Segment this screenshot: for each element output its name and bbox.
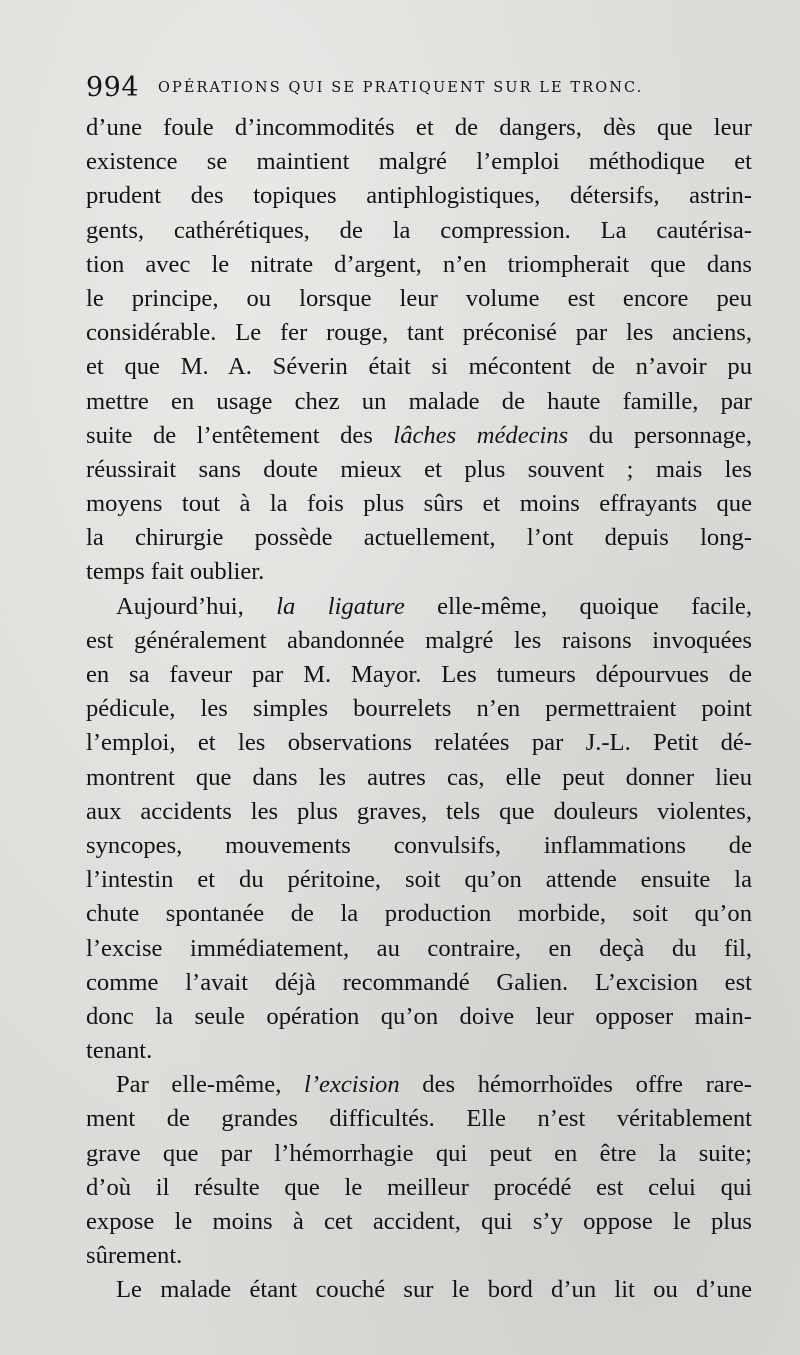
- running-head: OPÉRATIONS QUI SE PRATIQUENT SUR LE TRONC.: [158, 80, 644, 96]
- text-line: le principe, ou lorsque leur volume est encore peu: [86, 284, 752, 312]
- text-line: considérable. Le fer rouge, tant préconisé par les anciens,: [86, 319, 752, 347]
- text-line: donc la seule opération qu’on doive leur opposer main-: [86, 1002, 752, 1030]
- text-line: tion avec le nitrate d’argent, n’en triompherait que dans: [86, 250, 752, 278]
- text-line: tenant.: [86, 1037, 153, 1065]
- text-line: grave que par l’hémorrhagie qui peut en être la suite;: [86, 1139, 752, 1167]
- paragraph: [86, 590, 752, 1069]
- text-line: sûrement.: [86, 1242, 183, 1270]
- text-line: en sa faveur par M. Mayor. Les tumeurs dépourvues de: [86, 661, 752, 688]
- text-line: ment de grandes difficultés. Elle n’est véritablement: [86, 1105, 752, 1133]
- paragraph: [86, 1068, 752, 1273]
- text-line: Le malade étant couché sur le bord d’un lit ou d’une: [116, 1276, 752, 1304]
- text-line: expose le moins à cet accident, qui s’y oppose le plus: [86, 1208, 752, 1235]
- text-line: l’emploi, et les observations relatées par J.-L. Petit dé-: [86, 729, 752, 757]
- text-line: aux accidents les plus graves, tels que douleurs violentes,: [86, 797, 752, 825]
- text-line: chute spontanée de la production morbide, soit qu’on: [86, 900, 752, 928]
- paragraph: [86, 1273, 752, 1307]
- text-line: existence se maintient malgré l’emploi méthodique et: [86, 148, 752, 176]
- text-line: prudent des topiques antiphlogistiques, détersifs, astrin-: [86, 182, 752, 210]
- italic-emphasis: la ligature: [276, 592, 405, 620]
- text-line-with-italic: Par elle-même, l’excision des hémorrhoïdes offre rare-: [116, 1071, 752, 1099]
- text-line-with-italic: suite de l’entêtement des lâches médecins du personnage,: [86, 421, 752, 449]
- text-line: comme l’avait déjà recommandé Galien. L’excision est: [86, 968, 752, 996]
- italic-emphasis: l’excision: [304, 1071, 400, 1099]
- text-line: mettre en usage chez un malade de haute famille, par: [86, 387, 752, 415]
- text-line-with-italic: Aujourd’hui, la ligature elle-même, quoique facile,: [116, 592, 752, 620]
- paragraph: [86, 111, 752, 590]
- text-line: et que M. A. Séverin était si mécontent de n’avoir pu: [86, 353, 752, 381]
- italic-emphasis: lâches médecins: [393, 421, 569, 449]
- text-line: temps fait oublier.: [86, 558, 265, 586]
- text-line: la chirurgie possède actuellement, l’ont depuis long-: [86, 524, 752, 552]
- text-line: l’excise immédiatement, au contraire, en deçà du fil,: [86, 934, 752, 962]
- text-line: d’où il résulte que le meilleur procédé est celui qui: [86, 1173, 752, 1201]
- page-header: [86, 70, 751, 106]
- text-line: moyens tout à la fois plus sûrs et moins effrayants que: [86, 490, 752, 518]
- text-line: est généralement abandonnée malgré les raisons invoquées: [86, 626, 752, 654]
- text-line: syncopes, mouvements convulsifs, inflammations de: [86, 831, 752, 859]
- text-line: d’une foule d’incommodités et de dangers, dès que leur: [86, 114, 752, 141]
- text-line: montrent que dans les autres cas, elle peut donner lieu: [86, 763, 752, 791]
- text-line: réussirait sans doute mieux et plus souvent ; mais les: [86, 455, 752, 483]
- text-line: pédicule, les simples bourrelets n’en permettraient point: [86, 695, 752, 723]
- text-line: l’intestin et du péritoine, soit qu’on attende ensuite la: [86, 866, 752, 894]
- text-line: gents, cathérétiques, de la compression. La cautérisa-: [86, 216, 752, 244]
- body-text: [86, 111, 752, 1308]
- page-number: 994: [86, 72, 140, 103]
